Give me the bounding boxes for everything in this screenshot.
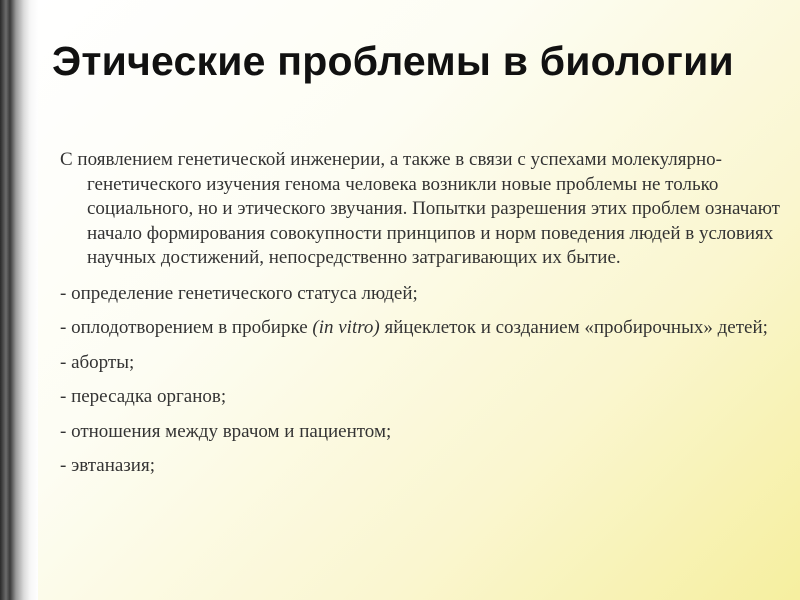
intro-paragraph: С появлением генетической инженерии, а также в связи с успехами молекулярно-генетического изучения генома человека возникли новые проблемы не только социального, но и этического звучания. Попытки разрешения этих проблем означают начало формирования совокупности принципов и норм поведения людей в условиях научных достижений, непосредственно затрагивающих их бытие. <box>60 149 780 268</box>
slide <box>38 0 800 600</box>
list-item-in-vitro-italic: (in vitro) <box>312 317 380 338</box>
list-item-euthanasia: - эвтаназия; <box>60 455 155 476</box>
list-item-organ-transplant: - пересадка органов; <box>60 386 227 407</box>
list-item-genetic-status: - определение генетического статуса людей; <box>60 282 418 304</box>
list-item-in-vitro-text-start: - оплодотворением в пробирке <box>60 317 313 338</box>
list-item-doctor-patient: - отношения между врачом и пациентом; <box>60 420 392 442</box>
slide-body <box>60 148 780 489</box>
slide-title: Этические проблемы в биологии <box>52 38 734 84</box>
list-item-abortions: - аборты; <box>60 351 135 373</box>
list-item-in-vitro <box>60 316 780 341</box>
left-edge-decoration <box>0 0 38 600</box>
list-item-in-vitro-text-end: яйцеклеток и созданием «пробирочных» детей; <box>379 317 768 338</box>
